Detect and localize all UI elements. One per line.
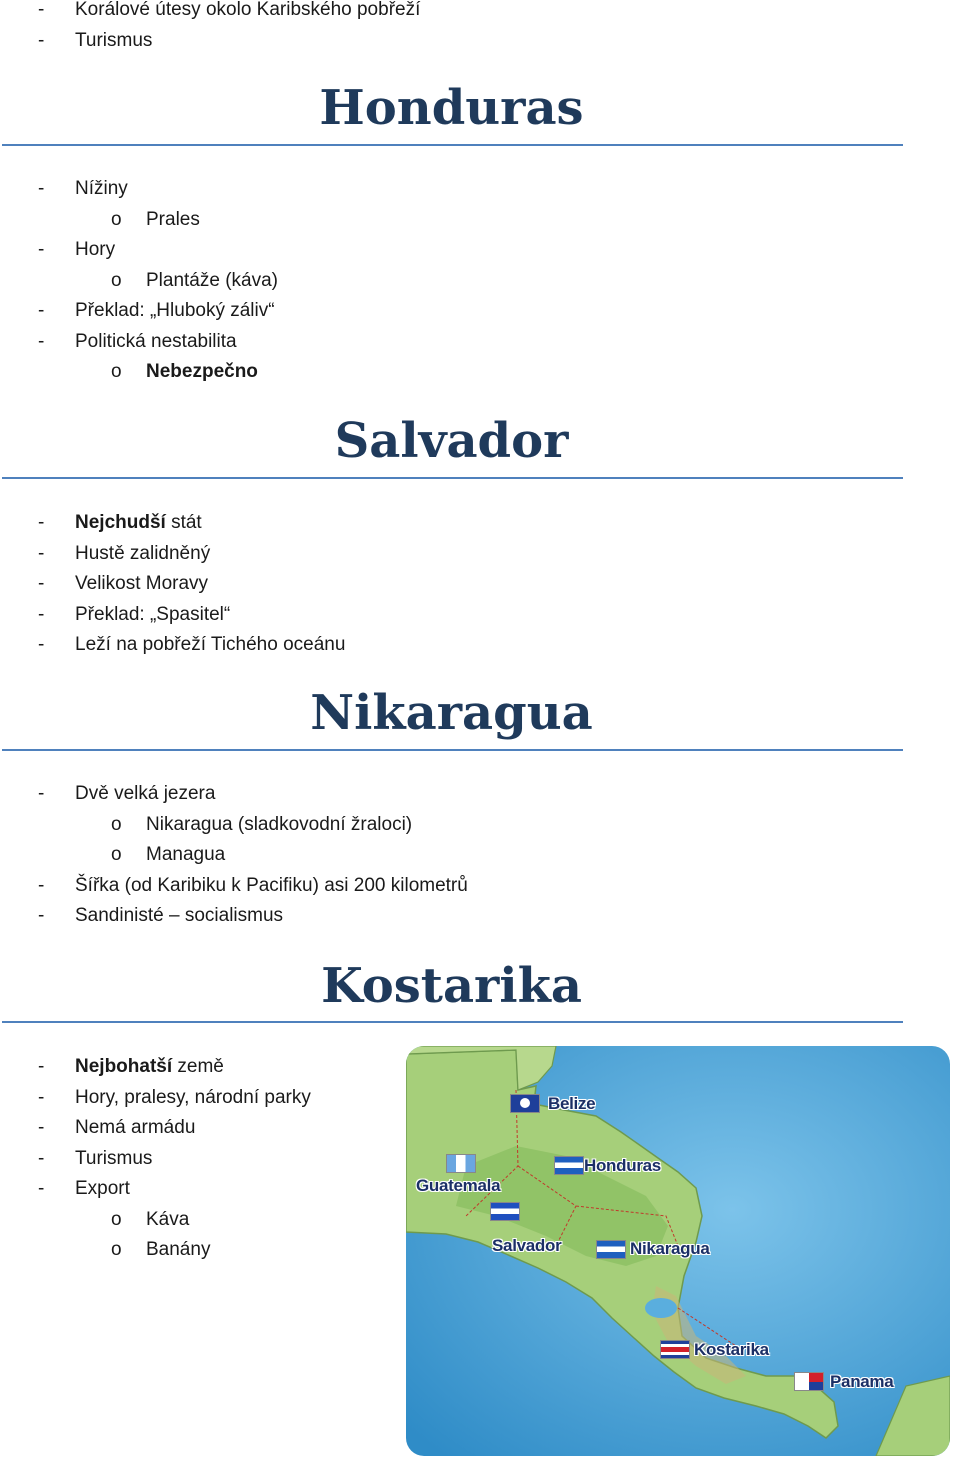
list-item-text: Sandinisté – socialismus <box>75 905 284 926</box>
list-bullet: - <box>38 1056 45 1077</box>
list-bullet: - <box>38 29 45 51</box>
list-item <box>0 235 520 266</box>
list-item-text: Nebezpečno <box>146 361 258 382</box>
list-bullet: - <box>38 573 45 594</box>
list-item-text: Turismus <box>75 1147 153 1169</box>
list-bullet: - <box>38 603 45 625</box>
list-item <box>0 600 520 631</box>
map-label-belize: Belize <box>548 1094 596 1113</box>
heading-kostarika: Kostarika <box>321 958 582 1014</box>
list-item <box>0 630 520 661</box>
guatemala-flag-icon <box>446 1154 476 1173</box>
list-bullet: - <box>38 330 45 352</box>
list-item <box>0 901 520 932</box>
list-bullet: o <box>111 269 122 291</box>
list-bullet: - <box>38 239 45 260</box>
list-item-text: Export <box>75 1178 130 1199</box>
list-item-text: Šířka (od Karibiku k Pacifiku) asi 200 kilometrů <box>75 874 468 896</box>
list-item <box>0 0 520 26</box>
list-item-text: Hustě zalidněný <box>75 542 211 564</box>
heading-rule <box>2 144 903 146</box>
list-bullet: - <box>38 1178 45 1199</box>
lake-nicaragua <box>645 1298 677 1318</box>
salvador-flag-icon <box>490 1202 520 1221</box>
list-item <box>0 569 520 600</box>
panama-flag-icon <box>794 1372 824 1391</box>
honduras-flag-icon <box>554 1156 584 1175</box>
list-item-text: Turismus <box>75 29 153 51</box>
list-item <box>0 266 520 297</box>
list-item-text: Hory, pralesy, národní parky <box>75 1086 311 1108</box>
list-item <box>0 205 520 236</box>
list-bullet: - <box>38 512 45 533</box>
nikaragua-flag-icon <box>596 1240 626 1259</box>
heading-rule <box>2 477 903 479</box>
list-item-text: Nížiny <box>75 178 128 199</box>
list-bullet: - <box>38 783 45 804</box>
list-bullet: - <box>38 0 45 20</box>
heading-rule <box>2 749 903 751</box>
heading-salvador: Salvador <box>334 413 569 469</box>
list-bullet: - <box>38 178 45 199</box>
nikaragua-list <box>0 779 520 932</box>
list-bullet: - <box>38 1086 45 1108</box>
list-bullet: o <box>111 361 122 382</box>
list-item <box>0 327 520 358</box>
honduras-list <box>0 174 520 388</box>
list-bullet: - <box>38 905 45 926</box>
list-bullet: - <box>38 1147 45 1169</box>
list-item-text: Managua <box>146 844 226 865</box>
list-item-text: Nikaragua (sladkovodní žraloci) <box>146 813 413 835</box>
list-item-text: Překlad: „Hluboký záliv“ <box>75 300 275 321</box>
list-item-bold-text: Nejbohatší <box>75 1056 173 1077</box>
list-bullet: o <box>111 1239 122 1260</box>
kostarika-flag-icon <box>660 1340 690 1359</box>
list-item-text: Korálové útesy okolo Karibského pobřeží <box>75 0 421 20</box>
list-bullet: - <box>38 874 45 896</box>
heading-honduras: Honduras <box>319 80 584 136</box>
list-bullet: - <box>38 300 45 321</box>
list-item <box>0 296 520 327</box>
heading-nikaragua: Nikaragua <box>310 685 593 741</box>
list-item <box>0 810 520 841</box>
list-item-rest-text: stát <box>165 512 202 533</box>
list-item <box>0 539 520 570</box>
list-item <box>0 357 520 388</box>
list-bullet: o <box>111 208 122 230</box>
list-item-text: Dvě velká jezera <box>75 783 216 804</box>
map-label-guatemala: Guatemala <box>416 1176 501 1195</box>
list-item <box>0 26 520 57</box>
list-item-text: Plantáže (káva) <box>146 269 279 291</box>
list-item <box>0 779 520 810</box>
list-item-text: Prales <box>146 208 200 230</box>
belize-flag-icon <box>510 1094 540 1113</box>
list-item-text: Banány <box>146 1239 211 1260</box>
list-item-text <box>75 508 202 539</box>
central-america-map <box>406 1046 950 1456</box>
list-item-rest-text: země <box>172 1056 224 1077</box>
list-item-text: Nemá armádu <box>75 1117 196 1138</box>
list-item-text: Velikost Moravy <box>75 573 209 594</box>
map-label-kostarika: Kostarika <box>694 1340 769 1359</box>
list-item-bold-text: Nejchudší <box>75 512 166 533</box>
heading-rule <box>2 1021 903 1023</box>
map-label-panama: Panama <box>830 1372 894 1391</box>
list-item-text: Leží na pobřeží Tichého oceánu <box>75 634 346 655</box>
list-item <box>0 508 520 539</box>
map-label-salvador: Salvador <box>492 1236 562 1255</box>
list-bullet: o <box>111 813 122 835</box>
list-bullet: o <box>111 1208 122 1230</box>
list-item-text: Překlad: „Spasitel“ <box>75 603 231 625</box>
salvador-list <box>0 508 520 661</box>
list-item <box>0 840 520 871</box>
list-bullet: - <box>38 1117 45 1138</box>
list-bullet: - <box>38 634 45 655</box>
list-item <box>0 871 520 902</box>
map-label-nikaragua: Nikaragua <box>630 1239 710 1258</box>
list-bullet: - <box>38 542 45 564</box>
list-bullet: o <box>111 844 122 865</box>
list-item-text <box>75 1052 224 1083</box>
list-item <box>0 174 520 205</box>
list-item-text: Politická nestabilita <box>75 330 237 352</box>
list-item-text: Káva <box>146 1208 190 1230</box>
intro-list <box>0 0 520 56</box>
map-label-honduras: Honduras <box>584 1156 661 1175</box>
list-item-text: Hory <box>75 239 116 260</box>
